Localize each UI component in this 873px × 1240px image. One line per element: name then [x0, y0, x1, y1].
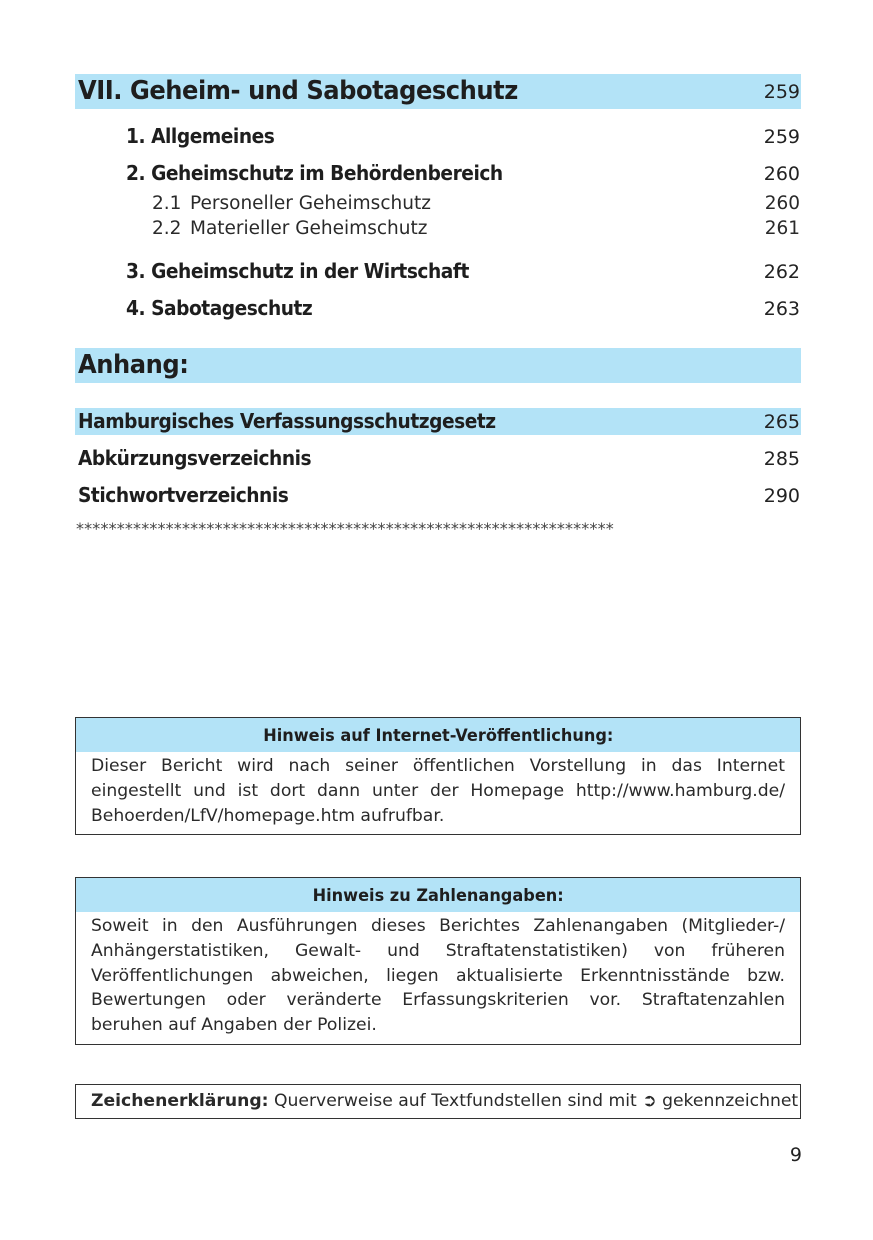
notice-internet-box: [75, 717, 801, 835]
toc-section-title: 2. Geheimschutz im Behördenbereich: [126, 161, 503, 185]
notice-numbers-heading: Hinweis zu Zahlenangaben:: [76, 878, 800, 912]
toc-subsection-number: 2.1: [152, 193, 182, 214]
appendix-title: Anhang:: [78, 350, 189, 380]
appendix-entry-page: 265: [763, 411, 800, 433]
appendix-entry-title: Hamburgisches Verfassungsschutzgesetz: [78, 409, 496, 433]
notice-internet-heading: Hinweis auf Internet-Veröffentlichung:: [76, 718, 800, 752]
toc-subsection-page: 261: [764, 218, 800, 239]
appendix-entry-title: Abkürzungsverzeichnis: [78, 446, 312, 470]
toc-subsection-number: 2.2: [152, 218, 182, 239]
arrow-symbol-icon: ➲: [642, 1091, 657, 1111]
toc-section-title: 3. Geheimschutz in der Wirtschaft: [126, 259, 469, 283]
chapter-title: VII. Geheim- und Sabotageschutz: [78, 76, 518, 106]
appendix-entry-title: Stichwortverzeichnis: [78, 483, 289, 507]
separator-line: ******************************************************************: [76, 519, 614, 538]
toc-subsection-title: Materieller Geheimschutz: [190, 218, 428, 239]
toc-subsection: [152, 217, 427, 241]
legend-box: [75, 1084, 801, 1119]
toc-subsection: [152, 192, 431, 216]
toc-section-title: 1. Allgemeines: [126, 124, 275, 148]
toc-section-page: 260: [763, 163, 800, 185]
toc-section-title: 4. Sabotageschutz: [126, 296, 313, 320]
page-number: 9: [789, 1144, 802, 1166]
toc-section-page: 263: [763, 298, 800, 320]
legend-label: Zeichenerklärung:: [91, 1091, 269, 1111]
toc-section-page: 259: [763, 126, 800, 148]
chapter-page: 259: [763, 81, 800, 103]
toc-subsection-page: 260: [764, 193, 800, 214]
notice-numbers-box: [75, 877, 801, 1045]
appendix-entry-page: 290: [763, 485, 800, 507]
legend-text-before: Querverweise auf Textfundstellen sind mit: [273, 1091, 637, 1111]
toc-subsection-title: Personeller Geheimschutz: [190, 193, 431, 214]
toc-section-page: 262: [763, 261, 800, 283]
legend-text-after: gekennzeichnet: [662, 1091, 799, 1111]
appendix-entry-page: 285: [763, 448, 800, 470]
notice-internet-text: Dieser Bericht wird nach seiner öffentlichen Vorstellung in das Internet eingestellt und ist dort dann unter der Homepage http://www.hamburg.de/ Behoerden/LfV/homepage.htm aufrufbar.: [91, 756, 785, 826]
notice-numbers-text: Soweit in den Ausführungen dieses Berichtes Zahlenangaben (Mitglieder-/ Anhängerstatistiken, Gewalt- und Straftatenstatistiken) von früheren Veröffentlichungen abweichen, liegen aktualisierte Erkenntnisstände bzw. Bewertungen oder veränderte Erfassungskriterien vor. Straftatenzahlen beruhen auf Angaben der Polizei.: [91, 916, 785, 1036]
